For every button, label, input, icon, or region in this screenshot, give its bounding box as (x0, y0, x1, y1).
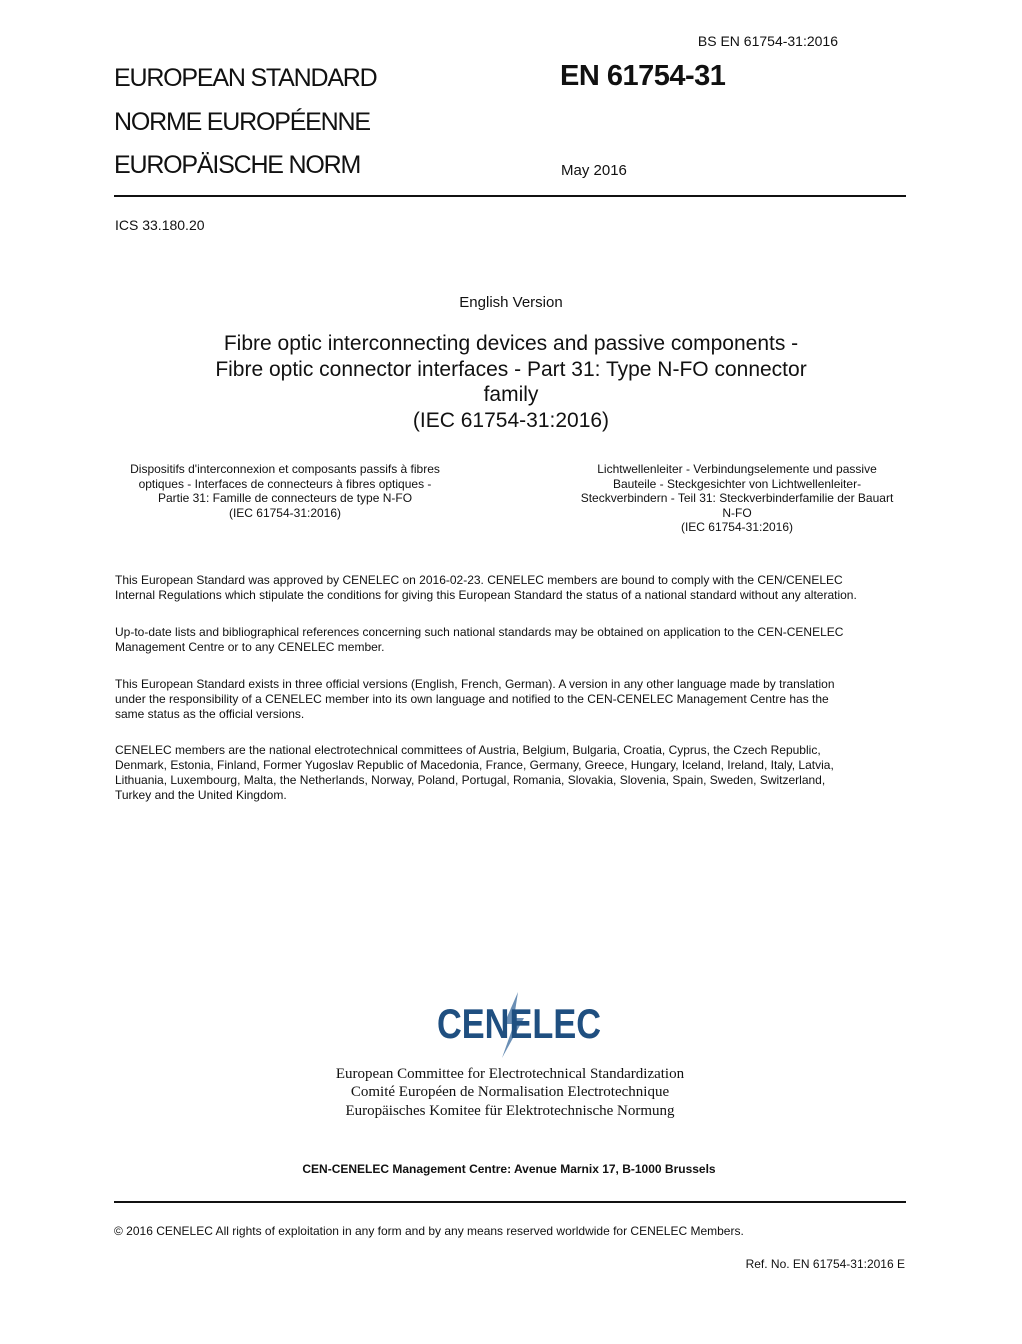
paragraph-line: This European Standard exists in three official versions (English, French, German). A version in any other language made by translation (115, 677, 835, 691)
organization-name-fr: Comité Européen de Normalisation Electrotechnique (350, 1084, 670, 1100)
reference-number: Ref. No. EN 61754-31:2016 E (745, 1257, 905, 1271)
management-centre-address: CEN-CENELEC Management Centre: Avenue Marnix 17, B-1000 Brussels (302, 1162, 716, 1176)
paragraph-line: Management Centre or to any CENELEC member. (115, 640, 385, 654)
paragraph-line: same status as the official versions. (115, 707, 305, 721)
french-title-line: Partie 31: Famille de connecteurs de type N-FO (157, 491, 413, 506)
copyright-notice: © 2016 CENELEC All rights of exploitation in any form and by any means reserved worldwide for CENELEC Members. (114, 1224, 744, 1238)
publication-date: May 2016 (561, 162, 627, 179)
german-title-line: Lichtwellenleiter - Verbindungselemente und passive (597, 462, 877, 476)
paragraph-line: Lithuania, Luxembourg, Malta, the Netherlands, Norway, Poland, Portugal, Romania, Slovakia, Slovenia, Spain, Sweden, Switzerland, (115, 773, 826, 787)
organization-name-en: European Committee for Electrotechnical Standardization (335, 1066, 685, 1082)
header-divider (114, 195, 906, 197)
german-title-line: (IEC 61754-31:2016) (680, 520, 794, 535)
german-title-line: Bauteile - Steckgesichter von Lichtwellenleiter- (612, 476, 862, 491)
german-title (560, 462, 914, 535)
french-title-line: (IEC 61754-31:2016) (228, 505, 342, 520)
paragraph-line: Internal Regulations which stipulate the conditions for giving this European Standard the status of a national standard without any alteration. (115, 588, 857, 602)
bs-standard-reference: BS EN 61754-31:2016 (697, 33, 838, 49)
document-title-line: Fibre optic connector interfaces - Part 31: Type N-FO connector (215, 357, 807, 381)
cenelec-logo (434, 990, 604, 1060)
paragraph-line: CENELEC members are the national electrotechnical committees of Austria, Belgium, Bulgaria, Croatia, Cyprus, the Czech Republic, (115, 743, 821, 757)
french-title (104, 462, 466, 520)
members-paragraph (115, 743, 915, 803)
document-title (176, 331, 846, 433)
title-norme-europeenne: NORME EUROPÉENNE (114, 108, 370, 136)
french-title-line: Dispositifs d'interconnexion et composants passifs à fibres (130, 462, 440, 476)
document-title-line: (IEC 61754-31:2016) (412, 408, 610, 432)
ics-code: ICS 33.180.20 (115, 217, 205, 233)
title-european-standard: EUROPEAN STANDARD (114, 64, 377, 92)
french-title-line: optiques - Interfaces de connecteurs à fibres optiques - (138, 476, 432, 491)
paragraph-line: under the responsibility of a CENELEC member into its own language and notified to the CEN-CENELEC Management Centre has the (115, 692, 829, 706)
document-title-line: Fibre optic interconnecting devices and passive components - (223, 332, 799, 355)
cenelec-logo-text: CENELEC (437, 1000, 601, 1047)
versions-paragraph (115, 677, 915, 722)
version-label: English Version (459, 294, 563, 311)
en-standard-number: EN 61754-31 (560, 60, 726, 92)
approval-paragraph (115, 573, 915, 603)
document-title-line: family (483, 383, 539, 406)
paragraph-line: Denmark, Estonia, Finland, Former Yugoslav Republic of Macedonia, France, Germany, Greece, Hungary, Iceland, Ireland, Italy, Latvia, (115, 758, 834, 772)
footer-divider (114, 1201, 906, 1203)
paragraph-line: Turkey and the United Kingdom. (115, 788, 287, 802)
organization-name-de: Europäisches Komitee für Elektrotechnische Normung (345, 1103, 675, 1119)
german-title-line: N-FO (722, 505, 752, 520)
title-europaische-norm: EUROPÄISCHE NORM (114, 151, 361, 179)
references-paragraph (115, 625, 915, 655)
paragraph-line: This European Standard was approved by CENELEC on 2016-02-23. CENELEC members are bound to comply with the CEN/CENELEC (115, 573, 843, 587)
paragraph-line: Up-to-date lists and bibliographical references concerning such national standards may be obtained on application to the CEN-CENELEC (115, 625, 844, 639)
german-title-line: Steckverbindern - Teil 31: Steckverbinderfamilie der Bauart (580, 491, 894, 506)
